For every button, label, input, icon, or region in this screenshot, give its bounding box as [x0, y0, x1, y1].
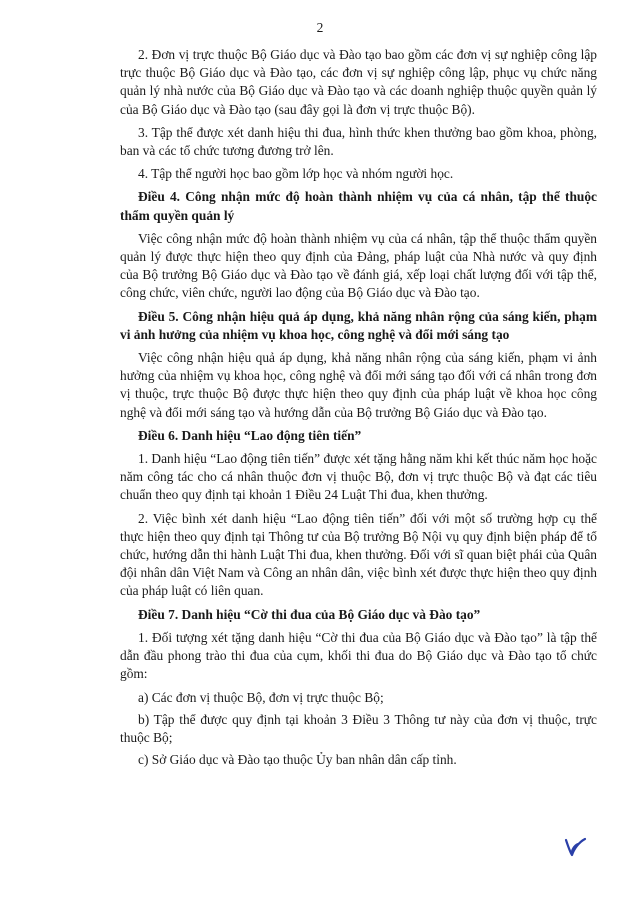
- article-7-heading: Điều 7. Danh hiệu “Cờ thi đua của Bộ Giáo dục và Đào tạo”: [138, 606, 481, 622]
- article-5-heading: Điều 5. Công nhận hiệu quả áp dụng, khả năng nhân rộng của sáng kiến, phạm vi ảnh hưởng của nhiệm vụ khoa học, công nghệ và đổi mới sáng tạo: [120, 308, 597, 342]
- article-4-heading: Điều 4. Công nhận mức độ hoàn thành nhiệm vụ của cá nhân, tập thể thuộc thẩm quyền quản lý: [120, 189, 597, 223]
- clause-3-4: 4. Tập thể người học bao gồm lớp học và nhóm người học.: [138, 166, 454, 182]
- page-number: 2: [316, 20, 324, 35]
- article-7-item-b: b) Tập thể được quy định tại khoản 3 Điều 3 Thông tư này của đơn vị thuộc, trực thuộc Bộ;: [120, 711, 597, 745]
- document-body: [120, 46, 597, 774]
- article-6-clause-2: 2. Việc bình xét danh hiệu “Lao động tiên tiến” đối với một số trường hợp cụ thể thực hiện theo quy định tại Thông tư của Bộ trưởng Bộ Nội vụ quy định biện pháp để tổ chức, hướng dẫn thi hành Luật Thi đua, khen thưởng. Đối với sĩ quan biệt phái của Quân đội nhân dân Việt Nam và Công an nhân dân, việc bình xét được thực hiện theo quy định của pháp luật có liên quan.: [120, 510, 597, 599]
- clause-3-2: 2. Đơn vị trực thuộc Bộ Giáo dục và Đào tạo bao gồm các đơn vị sự nghiệp công lập trực thuộc Bộ Giáo dục và Đào tạo, các đơn vị sự nghiệp công lập, phục vụ chức năng quản lý nhà nước của Bộ Giáo dục và Đào tạo và các doanh nghiệp thuộc quyền quản lý của Bộ Giáo dục và Đào tạo (sau đây gọi là đơn vị trực thuộc Bộ).: [120, 47, 597, 117]
- clause-3-3: 3. Tập thể được xét danh hiệu thi đua, hình thức khen thưởng bao gồm khoa, phòng, ban và các tổ chức tương đương trở lên.: [120, 124, 597, 159]
- handwritten-initial-mark: [563, 836, 589, 858]
- article-5-body: Việc công nhận hiệu quả áp dụng, khả năng nhân rộng của sáng kiến, phạm vi ảnh hưởng của nhiệm vụ khoa học, công nghệ và đổi mới sáng tạo đối với cá nhân trong đơn vị thuộc, trực thuộc Bộ được thực hiện theo quy định của pháp luật về khoa học công nghệ và đổi mới sáng tạo và hướng dẫn của Bộ trưởng Bộ Giáo dục và Đào tạo.: [120, 350, 597, 420]
- article-6-heading: Điều 6. Danh hiệu “Lao động tiên tiến”: [138, 427, 362, 443]
- article-6-clause-1: 1. Danh hiệu “Lao động tiên tiến” được xét tặng hằng năm khi kết thúc năm học hoặc năm công tác cho cá nhân thuộc đơn vị thuộc Bộ, đơn vị trực thuộc Bộ và đạt các tiêu chuẩn theo quy định tại khoản 1 Điều 24 Luật Thi đua, khen thưởng.: [120, 451, 597, 503]
- article-7-clause-1: 1. Đối tượng xét tặng danh hiệu “Cờ thi đua của Bộ Giáo dục và Đào tạo” là tập thể dẫn đầu phong trào thi đua của cụm, khối thi đua do Bộ Giáo dục và Đào tạo tổ chức gồm:: [120, 629, 597, 682]
- article-7-item-c: c) Sở Giáo dục và Đào tạo thuộc Ủy ban nhân dân cấp tỉnh.: [138, 752, 457, 768]
- article-4-body: Việc công nhận mức độ hoàn thành nhiệm vụ của cá nhân, tập thể thuộc thẩm quyền quản lý được thực hiện theo quy định của Đảng, pháp luật của Nhà nước và quy định của Bộ trưởng Bộ Giáo dục và Đào tạo về đánh giá, xếp loại chất lượng đối với tập thể, công chức, viên chức, người lao động của Bộ Giáo dục và Đào tạo.: [120, 230, 597, 301]
- article-7-item-a: a) Các đơn vị thuộc Bộ, đơn vị trực thuộc Bộ;: [138, 689, 384, 705]
